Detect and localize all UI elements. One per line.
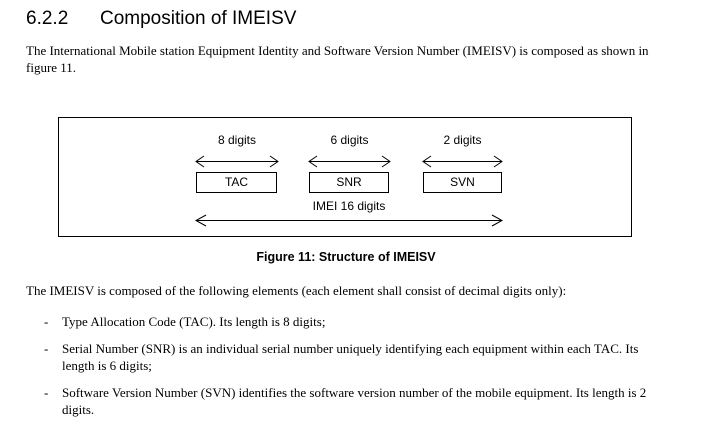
figure-caption-text: Figure 11: Structure of IMEISV [256,250,436,264]
list-bullet: - [44,341,49,356]
elements-intro: The IMEISV is composed of the following elements (each element shall consist of decimal digits only): [26,283,567,298]
svn-double-arrow [423,156,502,167]
list-item [44,313,674,330]
snr-field: SNR [309,172,389,193]
snr-double-arrow [309,156,390,167]
tac-field: TAC [196,172,277,193]
list-item-text: Serial Number (SNR) is an individual serial number uniquely identifying each equipment within each TAC. Its length is 6 digits; [62,341,639,373]
svn-digits-label: 2 digits [443,133,482,147]
section-title: Composition of IMEISV [100,8,297,29]
tac-double-arrow [196,156,278,167]
list-item [44,340,674,374]
list-bullet: - [44,314,49,329]
elements-list [44,313,674,428]
list-bullet: - [44,385,49,400]
tac-digits-label: 8 digits [217,133,257,147]
list-item-text: Type Allocation Code (TAC). Its length is 8 digits; [62,314,326,329]
figure-caption [0,250,708,264]
intro-paragraph: The International Mobile station Equipment Identity and Software Version Number (IMEISV) is composed as shown in figure 11. [26,43,649,75]
list-item [44,384,674,418]
svn-field: SVN [423,172,502,193]
imei-double-arrow [196,215,502,226]
list-item-text: Software Version Number (SVN) identifies the software version number of the mobile equipment. Its length is 2 digits. [62,385,647,417]
imeisv-figure [58,117,632,237]
imei-digits-label: IMEI 16 digits [312,199,386,213]
section-heading [26,8,296,30]
snr-digits-label: 6 digits [330,133,369,147]
section-number: 6.2.2 [26,8,69,29]
